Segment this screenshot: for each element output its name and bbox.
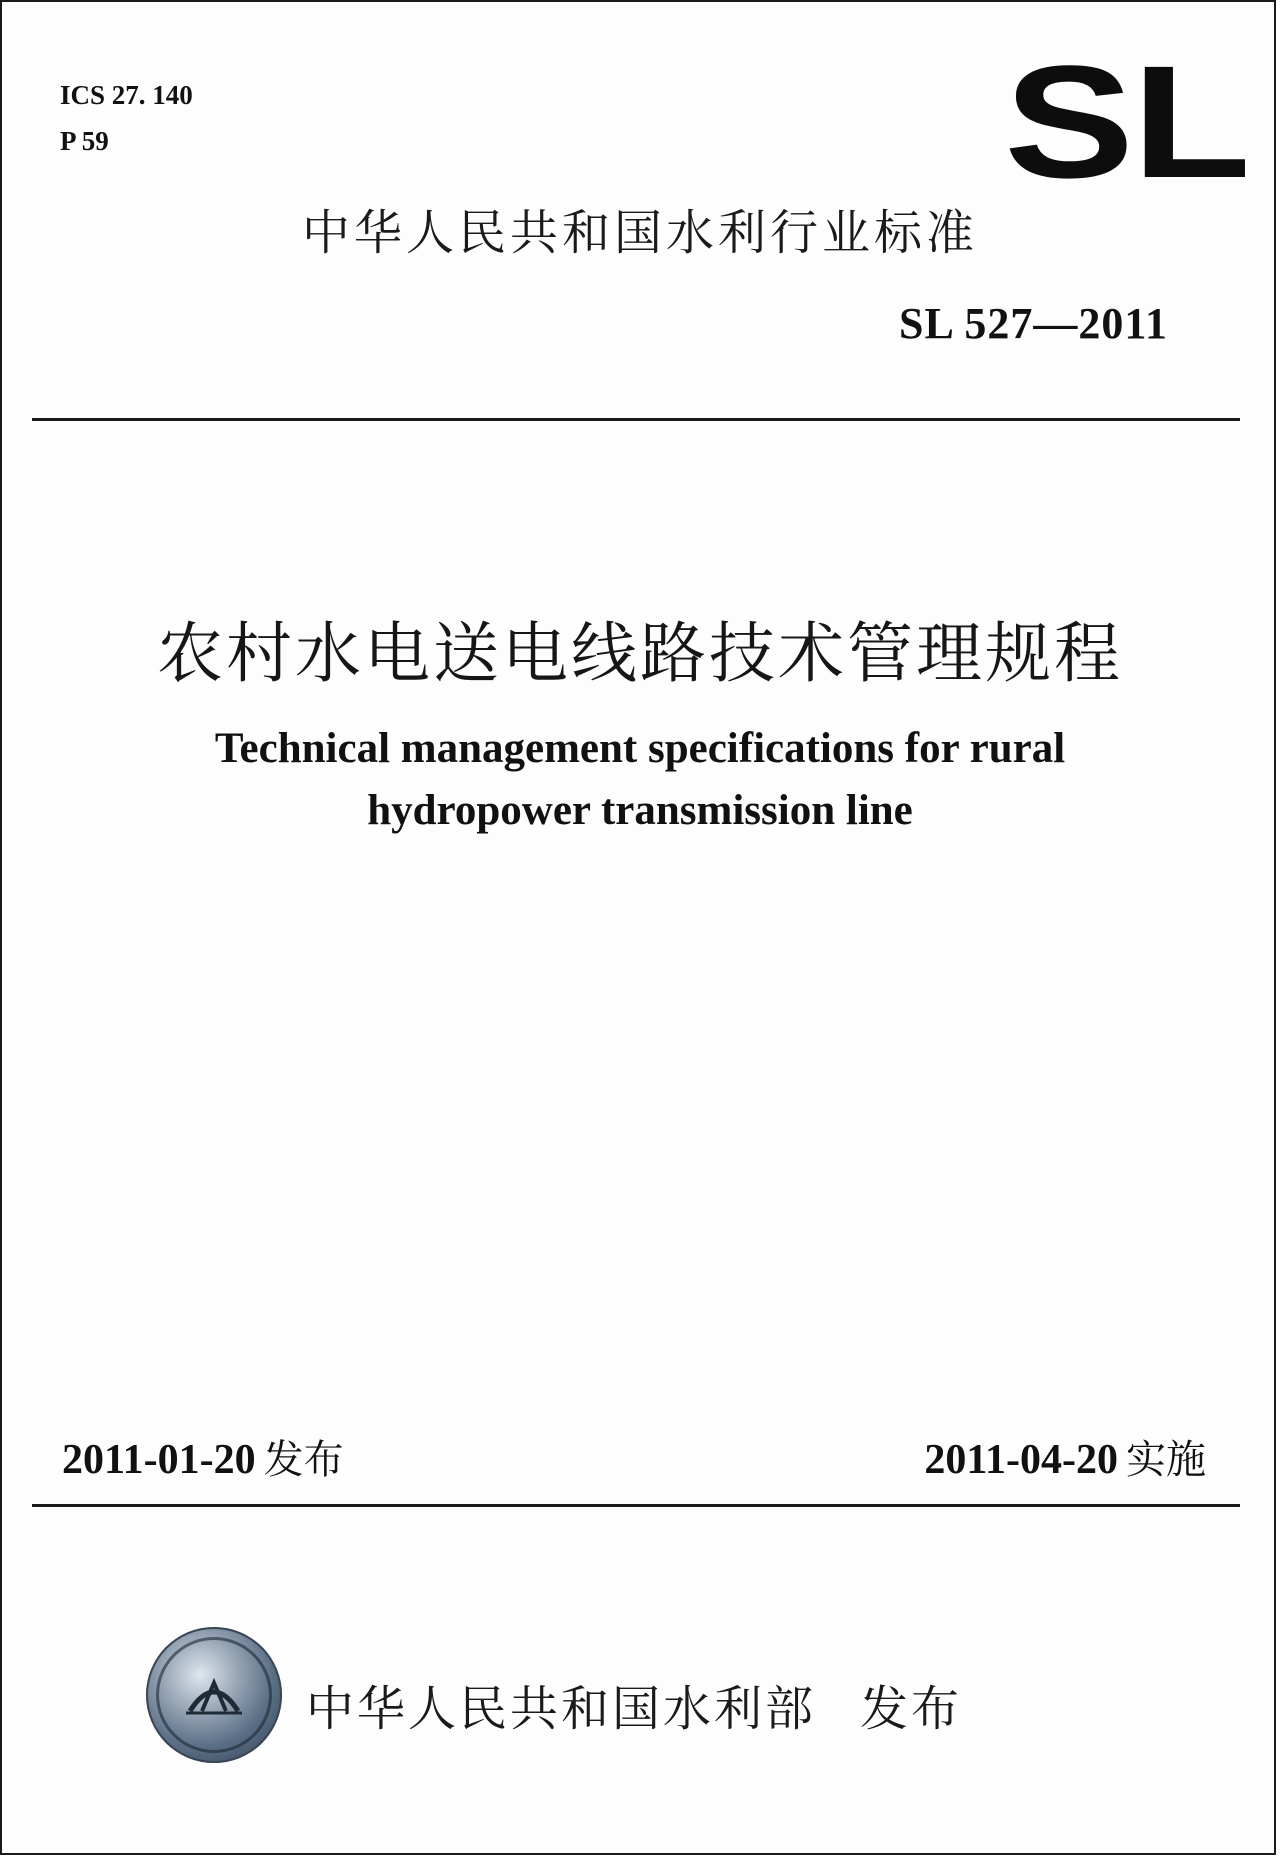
seal-emblem-icon — [184, 1671, 244, 1717]
top-divider — [32, 418, 1240, 421]
standard-number: SL 527—2011 — [899, 299, 1168, 348]
issue-date: 2011-01-20 — [62, 1437, 256, 1483]
issue-date-block — [62, 1428, 344, 1485]
ics-code: ICS 27. 140 — [60, 80, 193, 110]
effective-date-block — [924, 1428, 1206, 1485]
bottom-divider — [32, 1504, 1240, 1507]
class-code: P 59 — [60, 126, 109, 156]
publisher-line — [306, 1670, 962, 1739]
industry-standard-heading: 中华人民共和国水利行业标准 — [302, 205, 979, 261]
publish-label: 发布 — [860, 1681, 963, 1737]
title-english — [2, 718, 1278, 842]
effective-label: 实施 — [1126, 1437, 1206, 1483]
title-english-line-2: hydropower transmission line — [367, 787, 913, 834]
issue-label: 发布 — [263, 1437, 344, 1483]
sl-logo: SL — [1004, 32, 1249, 211]
hologram-seal-icon — [146, 1627, 282, 1763]
title-chinese: 农村水电送电线路技术管理规程 — [157, 615, 1123, 692]
title-english-line-1: Technical management specifications for rural — [214, 725, 1066, 772]
effective-date: 2011-04-20 — [924, 1437, 1118, 1483]
publisher-name: 中华人民共和国水利部 — [306, 1681, 817, 1737]
classification-codes — [60, 72, 193, 164]
